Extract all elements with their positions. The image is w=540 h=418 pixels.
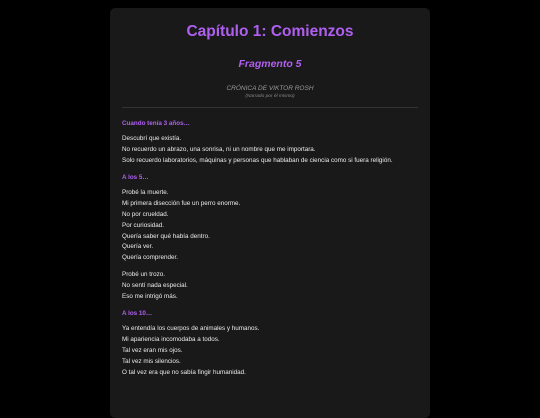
paragraph bbox=[122, 270, 418, 302]
divider bbox=[122, 107, 418, 108]
text-line: Probé la muerte. bbox=[122, 189, 169, 197]
text-line: Quería ver. bbox=[122, 243, 154, 251]
paragraph bbox=[122, 188, 418, 264]
text-line: Eso me intrigó más. bbox=[122, 292, 178, 300]
text-line: Probé un trozo. bbox=[122, 270, 166, 278]
story-content bbox=[122, 119, 418, 378]
section-heading: A los 10… bbox=[122, 310, 153, 318]
text-line: No recuerdo un abrazo, una sonrisa, ni un nombre que me importara. bbox=[122, 145, 316, 153]
text-line: Solo recuerdo laboratorios, máquinas y personas que hablaban de ciencia como si fuera religión. bbox=[122, 156, 393, 164]
text-line: Quería comprender. bbox=[122, 254, 179, 262]
text-line: Mi apariencia incomodaba a todos. bbox=[122, 336, 220, 344]
text-line: Tal vez mis silencios. bbox=[122, 357, 181, 365]
story-section bbox=[122, 119, 418, 166]
text-line: Quería saber qué había dentro. bbox=[122, 232, 210, 240]
text-line: Mi primera disección fue un perro enorme. bbox=[122, 200, 241, 208]
section-heading: Cuando tenía 3 años… bbox=[122, 120, 190, 127]
text-line: Ya entendía los cuerpos de animales y humanos. bbox=[122, 325, 260, 333]
document-page bbox=[110, 8, 430, 418]
paragraph bbox=[122, 134, 418, 166]
section-heading: A los 5… bbox=[122, 174, 149, 182]
text-line: No por crueldad. bbox=[122, 210, 169, 218]
story-section bbox=[122, 173, 418, 302]
text-line: Por curiosidad. bbox=[122, 221, 164, 229]
text-line: Descubrí que existía. bbox=[122, 135, 182, 142]
fragment-subtitle: Fragmento 5 bbox=[238, 58, 302, 70]
text-line: O tal vez era que no sabía fingir humanidad. bbox=[122, 368, 246, 376]
narrator-note: (Narrado por él mismo) bbox=[245, 94, 295, 99]
chronicle-label: CRÓNICA DE VIKTOR ROSH bbox=[226, 85, 314, 92]
text-line: No sentí nada especial. bbox=[122, 281, 188, 289]
text-line: Tal vez eran mis ojos. bbox=[122, 346, 183, 354]
paragraph bbox=[122, 324, 418, 378]
chapter-title: Capítulo 1: Comienzos bbox=[186, 23, 354, 40]
story-section bbox=[122, 309, 418, 378]
